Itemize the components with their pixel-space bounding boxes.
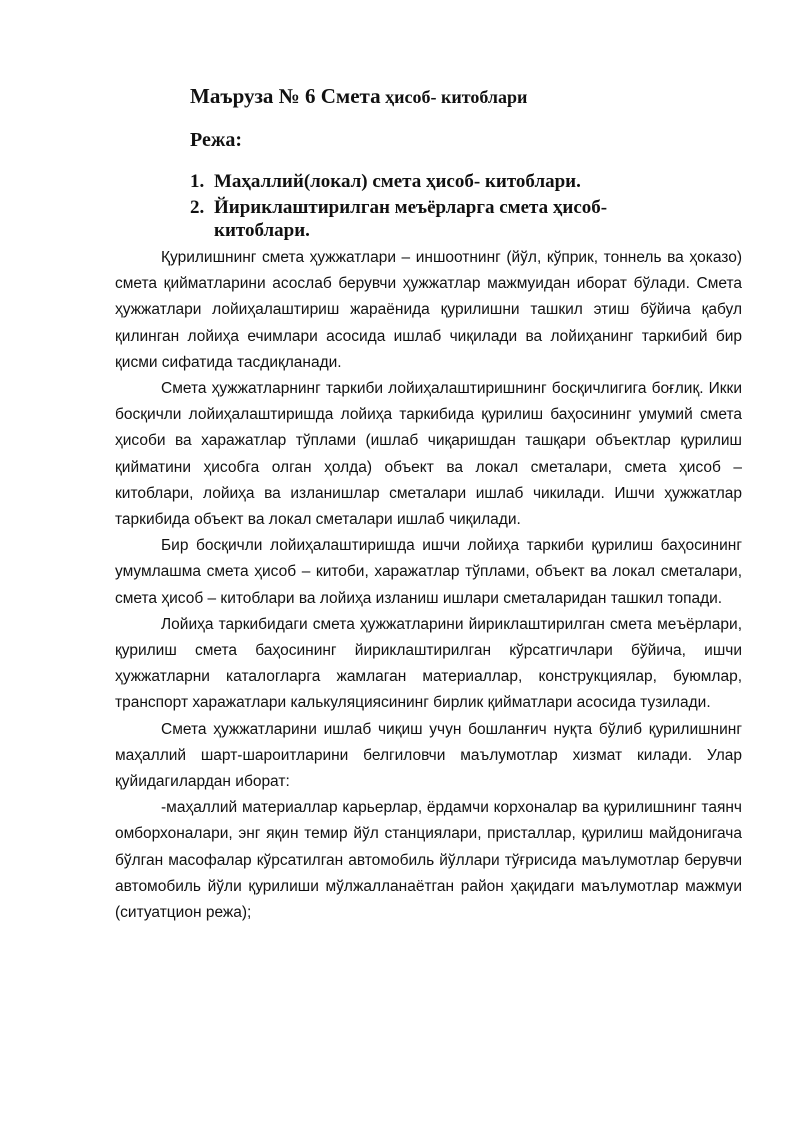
body-paragraph: -маҳаллий материаллар карьерлар, ёрдамчи корхоналар ва қурилишнинг таянч омборхоналари, энг яқин темир йўл станциялари, присталлар, қурилиш майдонигача бўлган масофалар кўрсатилган автомобиль йўллари тўғрисида маълумотлар берувчи автомобиль йўли қурилиши мўлжалланаётган район ҳақидаги маълумотлар мажмуи (ситуатцион режа); [115, 799, 742, 922]
lecture-title [190, 82, 527, 111]
plan-outline [190, 170, 670, 245]
document-body [115, 245, 742, 926]
lecture-title-main: Маъруза № 6 Смета [190, 84, 381, 108]
plan-item-number: 1. [190, 171, 205, 192]
plan-item [190, 196, 670, 242]
plan-item [190, 170, 670, 193]
plan-heading: Режа: [190, 129, 242, 151]
plan-item-text: Йириклаштирилган меъёрларга смета ҳисоб-китоблари. [214, 197, 608, 241]
body-paragraph: Қурилишнинг смета ҳужжатлари – иншоотнинг (йўл, кўприк, тоннель ва ҳоказо) смета қийматларини асослаб берувчи ҳужжатлар мажмуидан иборат бўлади. Смета ҳужжатлари лойиҳалаштириш жараёнида қурилишни ташкил этиш бўйича қабул қилинган лойиҳа ечимлари асосида ишлаб чиқилади ва лойиҳанинг таркибий бир қисми сифатида тасдиқланади. [115, 249, 742, 371]
body-paragraph: Смета ҳужжатларнинг таркиби лойиҳалаштиришнинг босқичлигига боғлиқ. Икки босқичли лойиҳалаштиришда лойиҳа таркибида қурилиш баҳосининг умумий смета ҳисоби ва харажатлар тўплами (ишлаб чиқаришдан ташқари объектлар қурилиш қийматини ҳисобга олган ҳолда) объект ва локал сметалари, смета ҳисоб – китоблари, лойиҳа ва изланишлар сметалари ишлаб чикилади. Ишчи ҳужжатлар таркибида объект ва локал сметалари ишлаб чиқилади. [115, 380, 742, 529]
body-paragraph: Лойиҳа таркибидаги смета ҳужжатларини йириклаштирилган смета меъёрлари, қурилиш смета баҳосининг йириклаштирилган кўрсатгичлари бўйича, ишчи ҳужжатларни каталогларга жамлаган материаллар, конструкциялар, буюмлар, транспорт харажатлари калькуляциясининг бирлик қийматлари асосида тузилади. [115, 615, 742, 712]
plan-item-text: Маҳаллий(локал) смета ҳисоб- китоблари. [214, 171, 581, 192]
plan-item-number: 2. [190, 197, 205, 218]
body-paragraph: Смета ҳужжатларини ишлаб чиқиш учун бошланғич нуқта бўлиб қурилишнинг маҳаллий шарт-шароитларини белгиловчи маълумотлар хизмат килади. Улар қуйидагилардан иборат: [115, 720, 742, 791]
body-paragraph: Бир босқичли лойиҳалаштиришда ишчи лойиҳа таркиби қурилиш баҳосининг умумлашма смета ҳисоб – китоби, харажатлар тўплами, объект ва локал сметалари, смета ҳисоб – китоблари ва лойиҳа изланиш ишлари сметаларидан ташкил топади. [115, 537, 742, 607]
lecture-title-rest: ҳисоб- китоблари [380, 87, 528, 107]
